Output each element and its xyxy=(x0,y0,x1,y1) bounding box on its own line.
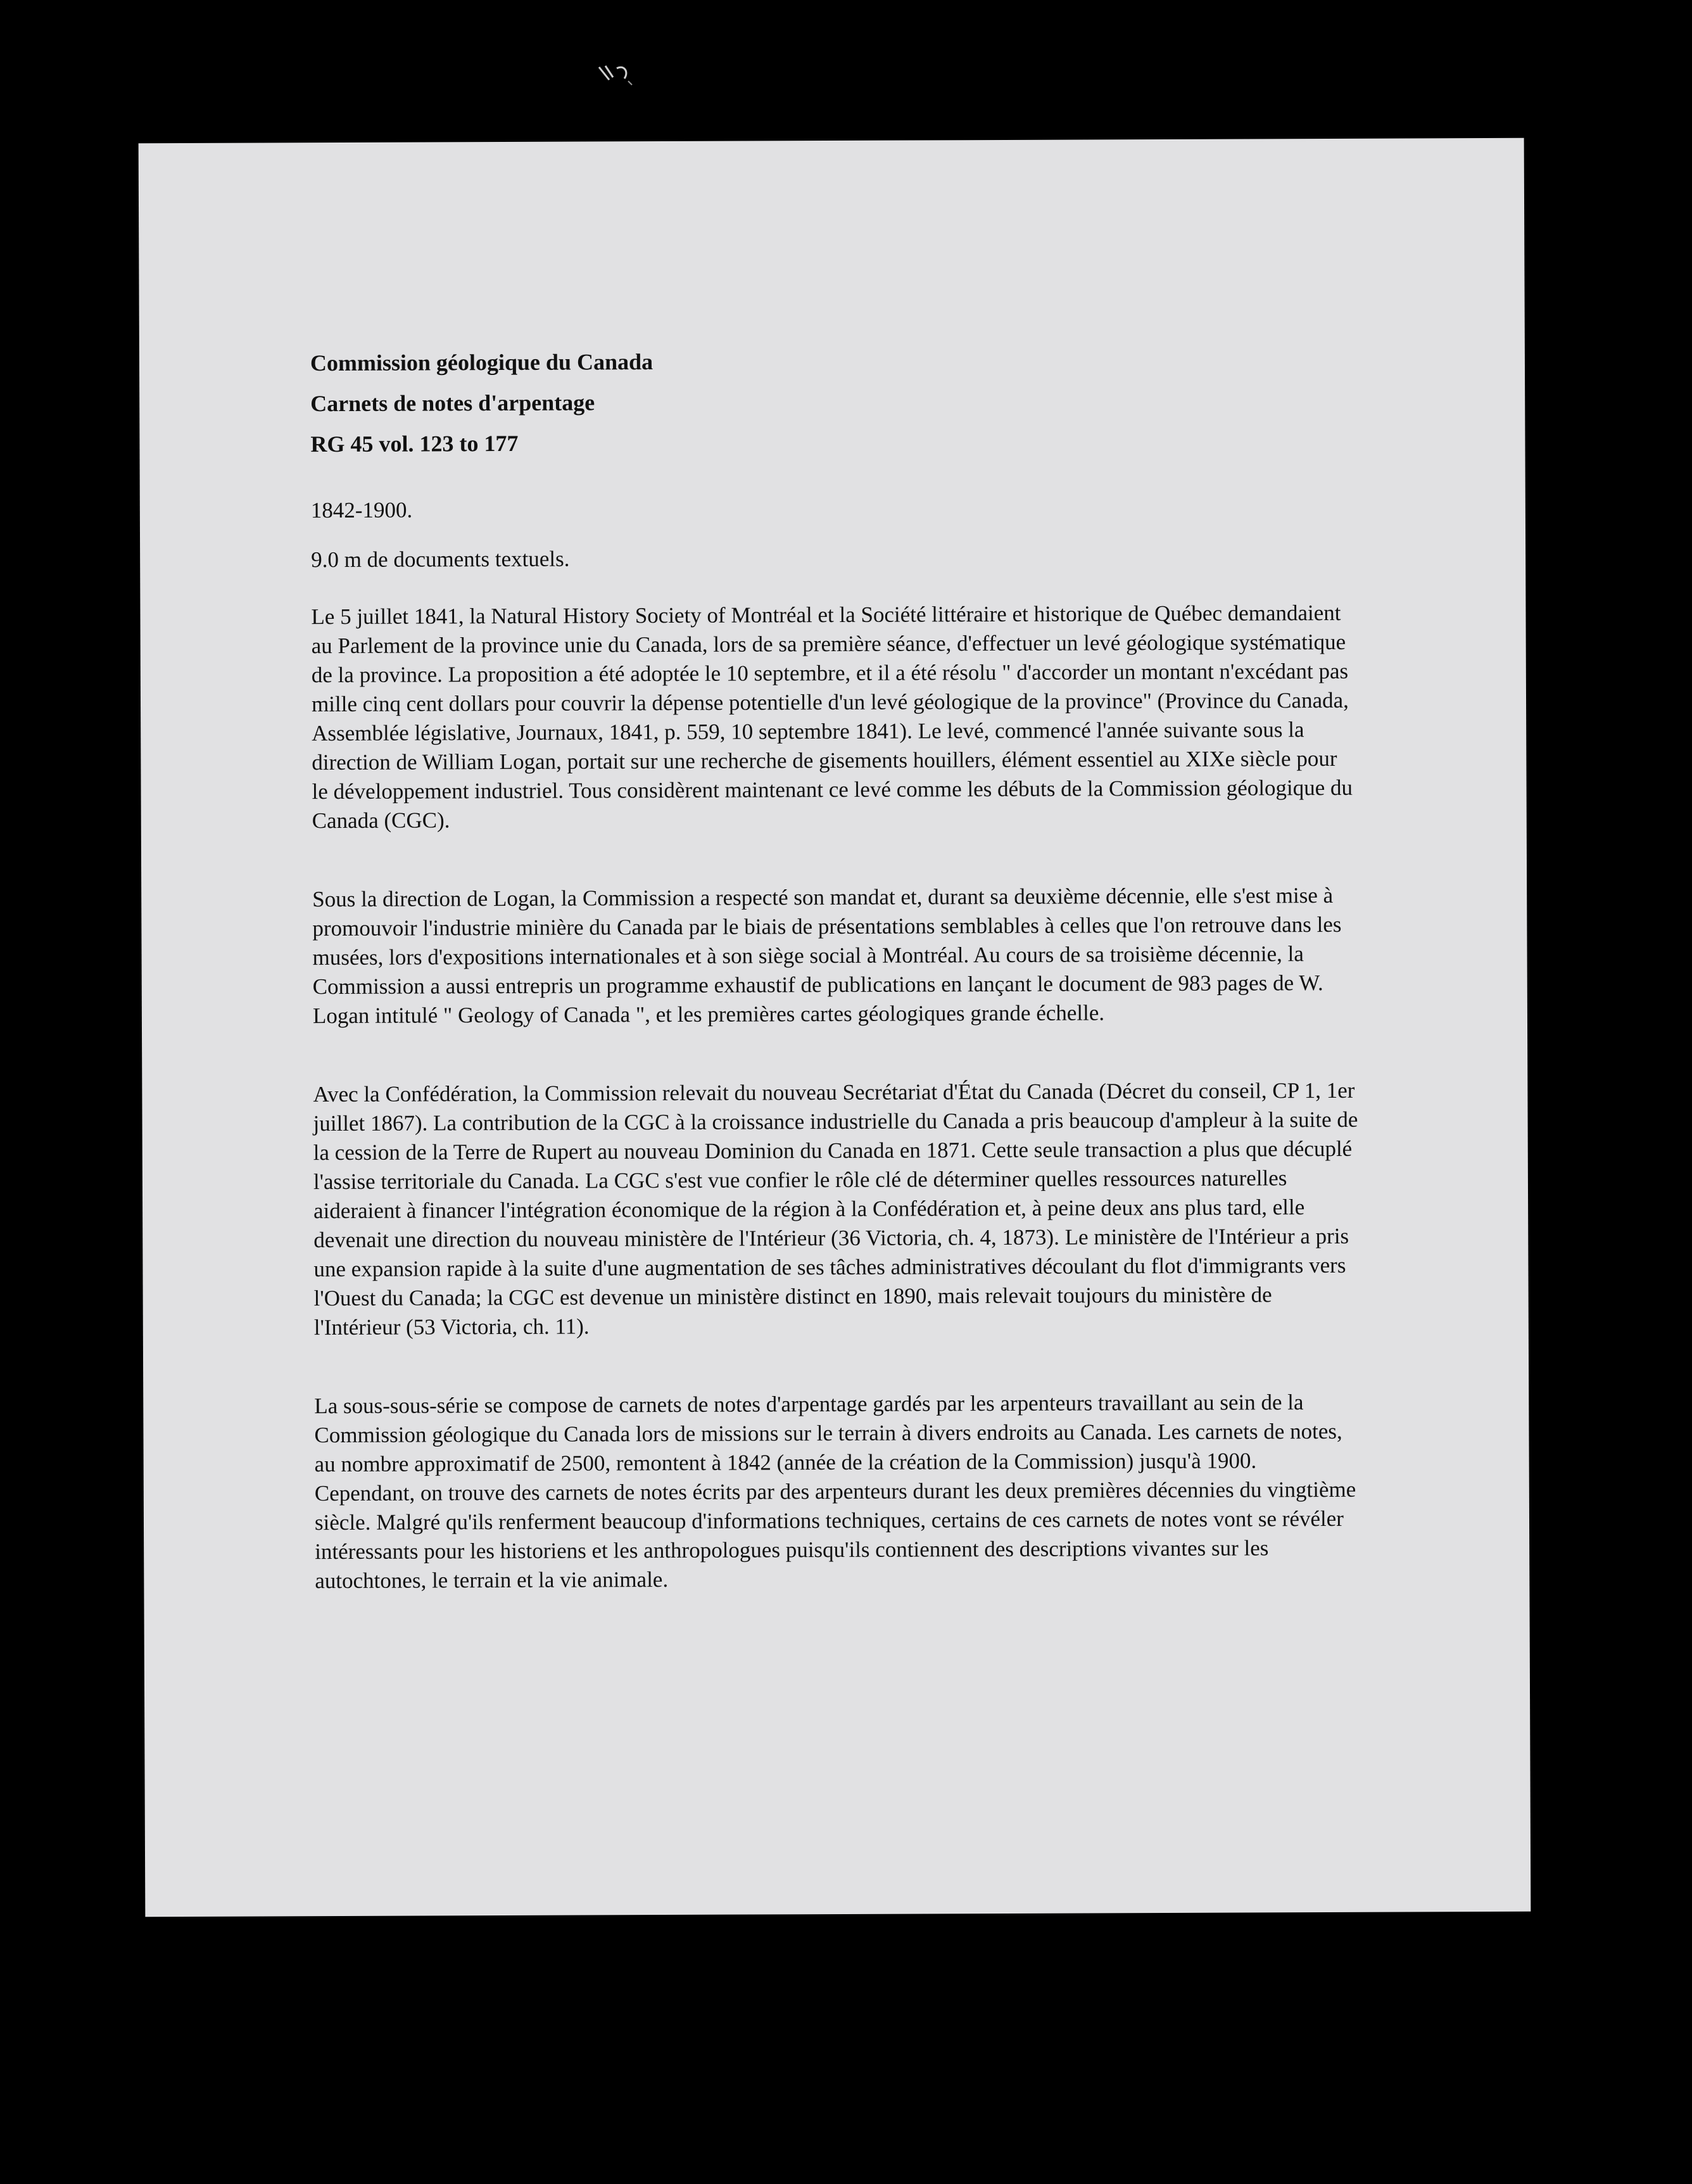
document-page xyxy=(139,138,1531,1917)
agency-title: Commission géologique du Canada xyxy=(310,349,653,376)
series-title: Carnets de notes d'arpentage xyxy=(310,390,595,417)
paragraph-history: Le 5 juillet 1841, la Natural History Society of Montréal et la Société littéraire et historique de Québec demandaient au Parlement de la province unie du Canada, lors de sa première séance, d'effectuer un levé géologique systématique de la province. La proposition a été adoptée le 10 septembre, et il a été résolu " d'accorder un montant n'excédant pas mille cinq cent dollars pour couvrir la dépense potentielle d'un levé géologique de la province" (Province du Canada, Assemblée législative, Journaux, 1841, p. 559, 10 septembre 1841). Le levé, commencé l'année suivante sous la direction de William Logan, portait sur une recherche de gisements houillers, élément essentiel au XIXe siècle pour le développement industriel. Tous considèrent maintenant ce levé comme les débuts de la Commission géologique du Canada (CGC). xyxy=(311,600,1353,834)
document-content xyxy=(310,339,1360,1596)
date-range: 1842-1900. xyxy=(310,497,413,523)
paragraph-logan: Sous la direction de Logan, la Commission a respecté son mandat et, durant sa deuxième décennie, elle s'est mise à promouvoir l'industrie minière du Canada par le biais de présentations semblables à celles que l'on retrouve dans les musées, lors d'expositions internationales et à son siège social à Montréal. Au cours de sa troisième décennie, la Commission a aussi entrepris un programme exhaustif de publications en lançant le document de 983 pages de W. Logan intitulé " Geology of Canada ", et les premières cartes géologiques grande échelle. xyxy=(312,882,1342,1029)
reference-number: RG 45 vol. 123 to 177 xyxy=(310,430,519,457)
scan-artifact-mark xyxy=(595,63,640,89)
extent-statement: 9.0 m de documents textuels. xyxy=(311,546,570,573)
paragraph-description: La sous-sous-série se compose de carnets de notes d'arpentage gardés par les arpenteurs travaillant au sein de la Commission géologique du Canada lors de missions sur le terrain à divers endroits au Canada. Les carnets de notes, au nombre approximatif de 2500, remontent à 1842 (année de la création de la Commission) jusqu'à 1900. Cependant, on trouve des carnets de notes écrits par des arpenteurs durant les deux premières décennies du vingtième siècle. Malgré qu'ils renferment beaucoup d'informations techniques, certains de ces carnets de notes vont se révéler intéressants pour les historiens et les anthropologues puisqu'ils contiennent des descriptions vivantes sur les autochtones, le terrain et la vie animale. xyxy=(314,1390,1356,1594)
paragraph-confederation: Avec la Confédération, la Commission relevait du nouveau Secrétariat d'État du Canada (Décret du conseil, CP 1, 1er juillet 1867). La contribution de la CGC à la croissance industrielle du Canada a pris beaucoup d'ampleur à la suite de la cession de la Terre de Rupert au nouveau Dominion du Canada en 1871. Cette seule transaction a plus que décuplé l'assise territoriale du Canada. La CGC s'est vue confier le rôle clé de déterminer quelles ressources naturelles aideraient à financer l'intégration économique de la région à la Confédération et, à peine deux ans plus tard, elle devenait une direction du nouveau ministère de l'Intérieur (36 Victoria, ch. 4, 1873). Le ministère de l'Intérieur a pris une expansion rapide à la suite d'une augmentation de ses tâches administratives découlant du flot d'immigrants vers l'Ouest du Canada; la CGC est devenue un ministère distinct en 1890, mais relevait toujours du ministère de l'Intérieur (53 Victoria, ch. 11). xyxy=(313,1077,1358,1340)
